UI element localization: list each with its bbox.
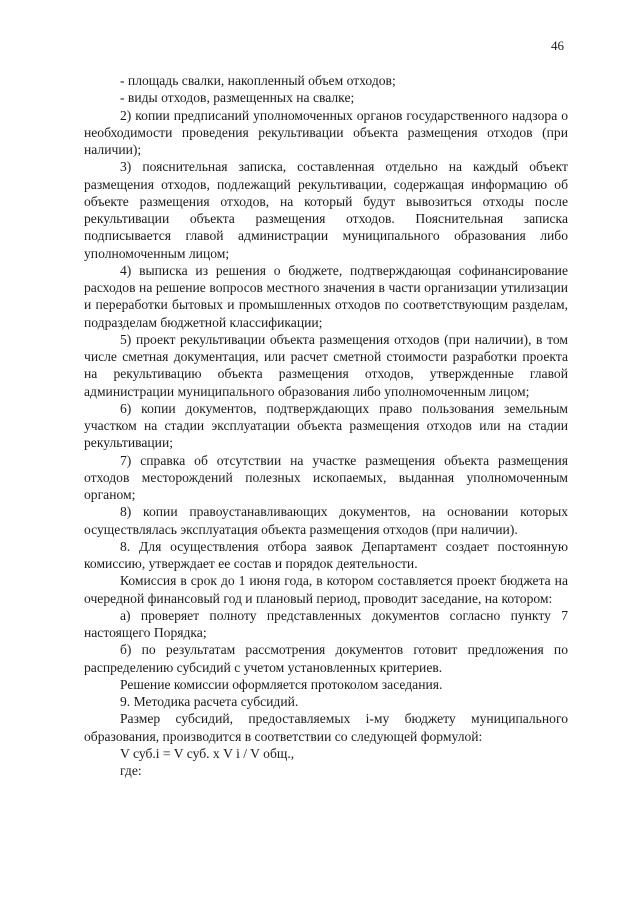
paragraph-item-7: 7) справка об отсутствии на участке размещения объекта размещения отходов месторождений полезных ископаемых, выданная уполномоченным органом; <box>84 452 568 502</box>
subsidy-formula: V суб.i = V суб. х V i / V общ., <box>120 745 295 761</box>
list-item-landfill-area: - площадь свалки, накопленный объем отходов; <box>120 73 396 88</box>
section-9-heading: 9. Методика расчета субсидий. <box>120 694 299 709</box>
list-item-waste-types: - виды отходов, размещенных на свалке; <box>120 90 355 106</box>
paragraph-item-6: 6) копии документов, подтверждающих право пользования земельным участком на стадии эксплуатации объекта размещения отходов или на стадии рекультивации; <box>84 400 568 451</box>
paragraph-item-b: б) по результатам рассмотрения документов готовит предложения по распределению субсидий с учетом установленных критериев. <box>84 642 568 675</box>
formula-where-label: где: <box>120 763 142 778</box>
document-body <box>84 72 568 779</box>
paragraph-item-a: а) проверяет полноту представленных документов согласно пункту 7 настоящего Порядка; <box>84 607 568 640</box>
paragraph-subsidy-size: Размер субсидий, предоставляемых i-му бюджету муниципального образования, производится в соответствии со следующей формулой: <box>84 711 568 744</box>
paragraph-item-8: 8) копии правоустанавливающих документов, на основании которых осуществлялась эксплуатация объекта размещения отходов (при наличии). <box>84 504 568 537</box>
paragraph-item-5: 5) проект рекультивации объекта размещения отходов (при наличии), в том числе сметная документация, или расчет сметной стоимости разработки проекта на рекультивацию объекта размещения отходов, утвержденные главой администрации муниципального образования либо уполномоченным лицом; <box>84 331 568 399</box>
paragraph-commission-decision: Решение комиссии оформляется протоколом заседания. <box>120 676 443 692</box>
paragraph-item-2: 2) копии предписаний уполномоченных органов государственного надзора о необходимости проведения рекультивации объекта размещения отходов (при наличии); <box>84 107 568 157</box>
paragraph-commission-deadline: Комиссия в срок до 1 июня года, в котором составляется проект бюджета на очередной финансовый год и плановый период, проводит заседание, на котором: <box>84 573 568 606</box>
section-8-commission: 8. Для осуществления отбора заявок Департамент создает постоянную комиссию, утверждает ее состав и порядок деятельности. <box>84 538 568 571</box>
paragraph-item-3: 3) пояснительная записка, составленная отдельно на каждый объект размещения отходов, подлежащий рекультивации, содержащая информацию об объекте размещения отходов, на который будут вывозиться отходы после рекультивации объекта размещения отходов. Пояснительная записка подписывается главой администрации муниципального образования либо уполномоченным лицом; <box>84 159 568 261</box>
page-number: 46 <box>551 38 564 53</box>
paragraph-item-4: 4) выписка из решения о бюджете, подтверждающая софинансирование расходов на решение вопросов местного значения в части организации утилизации и переработки бытовых и промышленных отходов по соответствующим разделам, подразделам бюджетной классификации; <box>84 262 568 330</box>
